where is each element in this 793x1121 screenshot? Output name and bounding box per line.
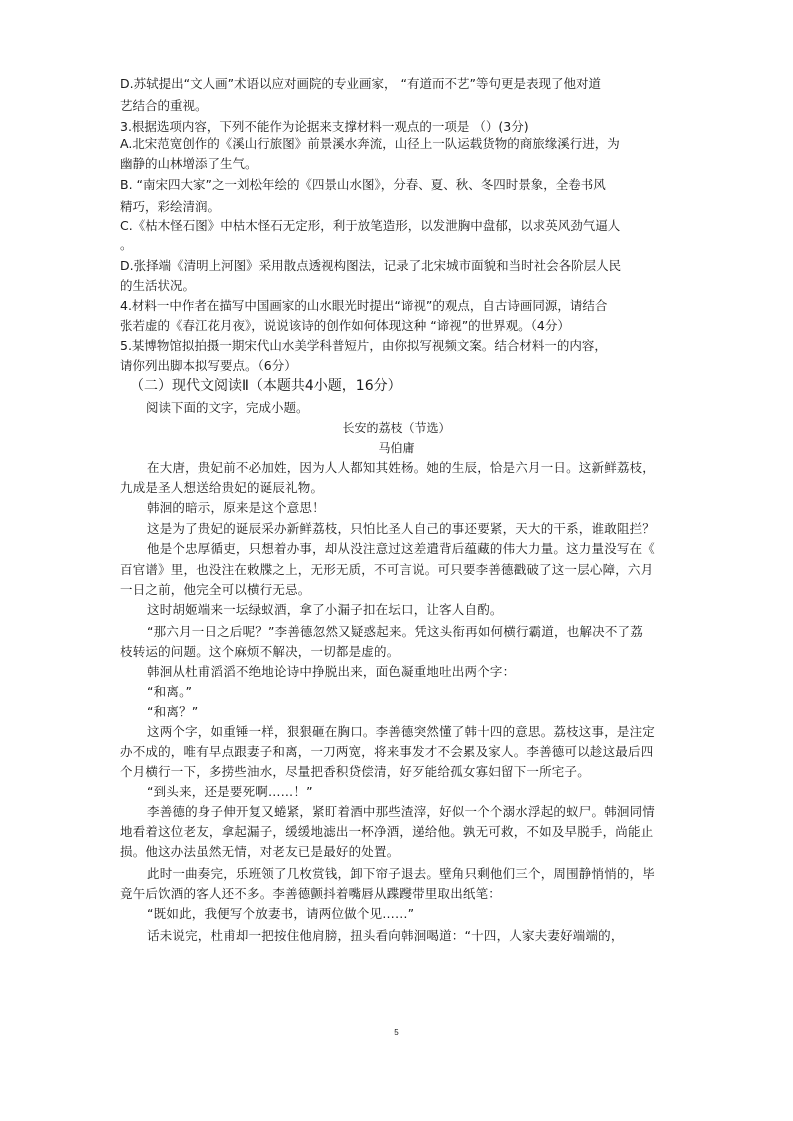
article-line: 九成是圣人想送给贵妃的诞辰礼物。 <box>120 480 324 495</box>
article-line: 枝转运的问题。这个麻烦不解决，一切都是虚的。 <box>120 644 400 659</box>
option-c-line-2: 。 <box>120 237 133 252</box>
question-4-line-1: 4.材料一中作者在描写中国画家的山水眼光时提出“谛视”的观点，自古诗画同源，请结合 <box>120 298 608 313</box>
question-4-line-2: 张若虚的《春江花月夜》，说说该诗的创作如何体现这种 “谛视”的世界观。（4分） <box>120 318 570 333</box>
article-line: 一日之前，他完全可以横行无忌。 <box>120 582 311 597</box>
question-5-line-2: 请你列出脚本拟写要点。（6分） <box>120 358 297 373</box>
option-d2-line-2: 的生活状况。 <box>120 278 196 293</box>
article-line: 百官谱》里，也没注在敕牒之上，无形无质，不可言说。可只要李善德戳破了这一层心障，六月 <box>120 562 654 577</box>
article-line: 个月横行一下，多捞些油水，尽量把香积贷偿清，好歹能给孤女寡妇留下一所宅子。 <box>120 764 590 779</box>
article-line: 韩洄的暗示，原来是这个意思！ <box>147 500 325 515</box>
option-a-line-2: 幽静的山林增添了生气。 <box>120 156 258 171</box>
article-author: 马伯庸 <box>378 441 415 455</box>
page-number: 5 <box>394 1028 399 1037</box>
article-line: 这两个字，如重锤一样，狠狠砸在胸口。李善德突然懂了韩十四的意思。荔枝这事，是注定 <box>147 724 656 739</box>
option-c-line-1: C.《枯木怪石图》中枯木怪石无定形，利于放笔造形，以发泄胸中盘郁，以求英风劲气逼人 <box>120 218 621 233</box>
option-d-line-1: D.苏轼提出“文人画”术语以应对画院的专业画家， “有道而不艺”等句更是表现了他对道 <box>120 76 601 91</box>
article-line: 竟午后饮酒的客人还不多。李善德颤抖着嘴唇从蹀躞带里取出纸笔： <box>120 886 502 901</box>
article-line: 这是为了贵妃的诞辰采办新鲜荔枝，只怕比圣人自己的事还要紧，天大的干系，谁敢阻拦？ <box>147 521 656 536</box>
option-b-line-1: B. “南宋四大家”之一刘松年绘的《四景山水图》，分春、夏、秋、冬四时景象，全卷书风 <box>120 177 606 192</box>
article-line: 办不成的，唯有早点跟妻子和离，一刀两宽，将来事发才不会累及家人。李善德可以趁这最后四 <box>120 744 654 759</box>
article-title: 长安的荔枝（节选） <box>342 421 451 435</box>
option-a-line-1: A.北宋范宽创作的《溪山行旅图》前景溪水奔流，山径上一队运载货物的商旅缘溪行进，为 <box>120 136 620 151</box>
article-line: 在大唐，贵妃前不必加姓，因为人人都知其姓杨。她的生辰，恰是六月一日。这新鲜荔枝， <box>147 460 656 475</box>
article-line: 地看着这位老友，拿起漏子，缓缓地滤出一杯净酒，递给他。孰无可救，不如及早脱手，尚能止 <box>120 824 654 839</box>
article-line: 此时一曲奏完，乐班领了几枚赏钱，卸下帘子退去。壁角只剩他们三个，周围静悄悄的，毕 <box>147 866 656 881</box>
article-line: 话未说完，杜甫却一把按住他肩膀，扭头看向韩洄喝道：“十四，人家夫妻好端端的， <box>147 928 624 943</box>
article-line: “和离。” <box>147 684 193 699</box>
article-line: 损。他这办法虽然无情，对老友已是最好的处置。 <box>120 844 400 859</box>
question-3: 3.根据选项内容，下列不能作为论据来支撑材料一观点的一项是 （）(3分) <box>120 119 529 134</box>
option-b-line-2: 精巧，彩绘清润。 <box>120 199 221 214</box>
article-line: “那六月一日之后呢？”李善德忽然又疑惑起来。凭这头衔再如何横行霸道，也解决不了荔 <box>147 624 643 639</box>
article-line: 李善德的身子伸开复又蜷紧，紧盯着酒中那些渣滓，好似一个个溺水浮起的蚁尸。韩洄同情 <box>147 804 656 819</box>
option-d-line-2: 艺结合的重视。 <box>120 98 208 113</box>
option-d2-line-1: D.张择端《清明上河图》采用散点透视构图法，记录了北宋城市面貌和当时社会各阶层人民 <box>120 258 622 273</box>
article-line: “到头来，还是要死啊……！” <box>147 784 313 799</box>
section-instruction: 阅读下面的文字，完成小题。 <box>146 400 309 415</box>
article-line: 这时胡姬端来一坛绿蚁酒，拿了小漏子扣在坛口，让客人自酌。 <box>147 602 503 617</box>
article-line: “和离？” <box>147 704 199 719</box>
article-line: “既如此，我便写个放妻书，请两位做个见……” <box>147 906 415 921</box>
article-line: 韩洄从杜甫滔滔不绝地论诗中挣脱出来，面色凝重地吐出两个字： <box>147 664 516 679</box>
article-line: 他是个忠厚循吏，只想着办事，却从没注意过这差遣背后蕴藏的伟大力量。这力量没写在《 <box>147 541 656 556</box>
question-5-line-1: 5.某博物馆拟拍摄一期宋代山水美学科普短片，由你拟写视频文案。结合材料一的内容， <box>120 338 607 353</box>
section-heading: （二）现代文阅读Ⅱ（本题共4小题，16分） <box>130 378 402 394</box>
